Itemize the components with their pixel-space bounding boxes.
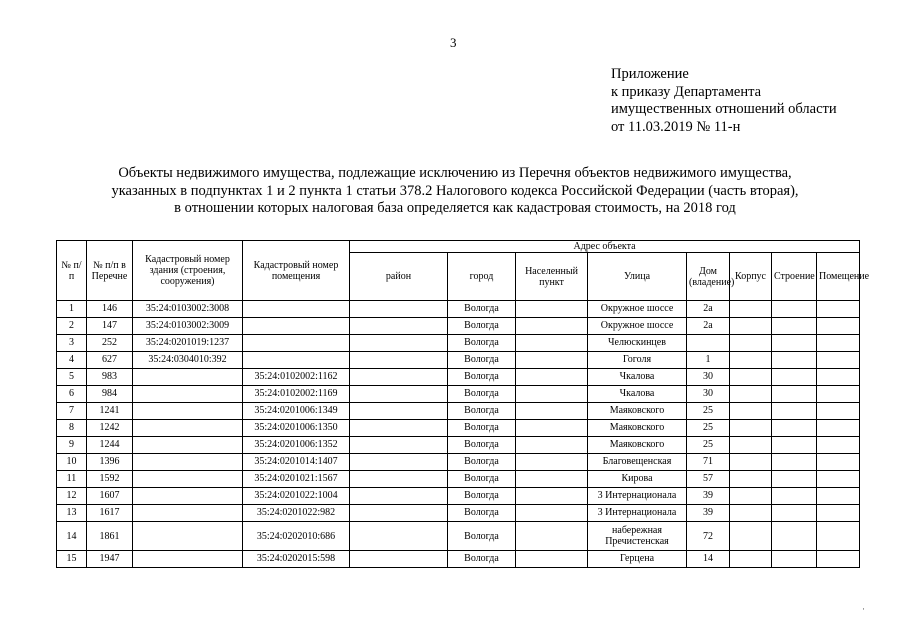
cell-city: Вологда bbox=[448, 369, 516, 386]
cell-street: Окружное шоссе bbox=[588, 318, 687, 335]
header-structure: Строение bbox=[772, 253, 817, 301]
cell-district bbox=[350, 522, 448, 551]
cell-house: 72 bbox=[687, 522, 730, 551]
cell-structure bbox=[772, 369, 817, 386]
cell-house: 14 bbox=[687, 551, 730, 568]
cell-district bbox=[350, 471, 448, 488]
cell-premises-cadastral bbox=[243, 318, 350, 335]
cell-house: 2а bbox=[687, 318, 730, 335]
cell-building-cadastral bbox=[133, 369, 243, 386]
cell-city: Вологда bbox=[448, 505, 516, 522]
cell-list-num: 627 bbox=[87, 352, 133, 369]
table-row bbox=[57, 420, 860, 437]
cell-settlement bbox=[516, 437, 588, 454]
cell-street: 3 Интернационала bbox=[588, 488, 687, 505]
cell-district bbox=[350, 488, 448, 505]
cell-room bbox=[817, 352, 860, 369]
header-num: № п/п bbox=[57, 241, 87, 301]
cell-num: 10 bbox=[57, 454, 87, 471]
cell-city: Вологда bbox=[448, 551, 516, 568]
cell-building-cadastral bbox=[133, 471, 243, 488]
header-building: Корпус bbox=[730, 253, 772, 301]
document-title bbox=[60, 165, 850, 218]
cell-room bbox=[817, 437, 860, 454]
cell-district bbox=[350, 301, 448, 318]
table-row bbox=[57, 551, 860, 568]
cell-structure bbox=[772, 488, 817, 505]
cell-city: Вологда bbox=[448, 471, 516, 488]
cell-settlement bbox=[516, 386, 588, 403]
cell-building-cadastral: 35:24:0103002:3009 bbox=[133, 318, 243, 335]
cell-district bbox=[350, 352, 448, 369]
cell-list-num: 1244 bbox=[87, 437, 133, 454]
cell-room bbox=[817, 335, 860, 352]
cell-building-cadastral: 35:24:0304010:392 bbox=[133, 352, 243, 369]
cell-premises-cadastral: 35:24:0102002:1169 bbox=[243, 386, 350, 403]
header-premises-cadastral: Кадастровый номер помещения bbox=[243, 241, 350, 301]
cell-list-num: 1617 bbox=[87, 505, 133, 522]
cell-building bbox=[730, 420, 772, 437]
cell-house: 1 bbox=[687, 352, 730, 369]
cell-district bbox=[350, 403, 448, 420]
cell-list-num: 252 bbox=[87, 335, 133, 352]
cell-num: 1 bbox=[57, 301, 87, 318]
cell-street: 3 Интернационала bbox=[588, 505, 687, 522]
header-district: район bbox=[350, 253, 448, 301]
title-line: Объекты недвижимого имущества, подлежащие исключению из Перечня объектов недвижимого имущества, bbox=[118, 165, 792, 181]
cell-building bbox=[730, 352, 772, 369]
cell-district bbox=[350, 505, 448, 522]
cell-room bbox=[817, 403, 860, 420]
cell-premises-cadastral: 35:24:0201014:1407 bbox=[243, 454, 350, 471]
cell-structure bbox=[772, 454, 817, 471]
cell-street: Маяковского bbox=[588, 420, 687, 437]
appendix-line: к приказу Департамента bbox=[611, 83, 762, 100]
cell-premises-cadastral: 35:24:0201021:1567 bbox=[243, 471, 350, 488]
cell-settlement bbox=[516, 505, 588, 522]
cell-premises-cadastral: 35:24:0202010:686 bbox=[243, 522, 350, 551]
cell-settlement bbox=[516, 301, 588, 318]
cell-building bbox=[730, 488, 772, 505]
header-settlement: Населенный пункт bbox=[516, 253, 588, 301]
table-row bbox=[57, 301, 860, 318]
cell-district bbox=[350, 386, 448, 403]
cell-num: 14 bbox=[57, 522, 87, 551]
cell-building-cadastral bbox=[133, 403, 243, 420]
cell-city: Вологда bbox=[448, 454, 516, 471]
cell-building-cadastral bbox=[133, 420, 243, 437]
cell-num: 7 bbox=[57, 403, 87, 420]
cell-list-num: 146 bbox=[87, 301, 133, 318]
cell-room bbox=[817, 420, 860, 437]
cell-street: Герцена bbox=[588, 551, 687, 568]
cell-room bbox=[817, 301, 860, 318]
cell-num: 15 bbox=[57, 551, 87, 568]
cell-district bbox=[350, 454, 448, 471]
cell-settlement bbox=[516, 403, 588, 420]
cell-list-num: 1592 bbox=[87, 471, 133, 488]
scan-dot-mark: · bbox=[862, 604, 865, 614]
appendix-line: Приложение bbox=[611, 66, 689, 82]
table-row bbox=[57, 318, 860, 335]
cell-house: 39 bbox=[687, 488, 730, 505]
cell-premises-cadastral: 35:24:0102002:1162 bbox=[243, 369, 350, 386]
cell-structure bbox=[772, 505, 817, 522]
cell-building bbox=[730, 454, 772, 471]
cell-district bbox=[350, 551, 448, 568]
cell-list-num: 147 bbox=[87, 318, 133, 335]
cell-premises-cadastral: 35:24:0201006:1352 bbox=[243, 437, 350, 454]
table-row bbox=[57, 403, 860, 420]
cell-num: 3 bbox=[57, 335, 87, 352]
cell-list-num: 1607 bbox=[87, 488, 133, 505]
cell-room bbox=[817, 318, 860, 335]
cell-city: Вологда bbox=[448, 420, 516, 437]
cell-building bbox=[730, 318, 772, 335]
cell-street: Челюскинцев bbox=[588, 335, 687, 352]
cell-city: Вологда bbox=[448, 437, 516, 454]
appendix-line: от 11.03.2019 № 11-н bbox=[611, 118, 741, 135]
cell-street: Гоголя bbox=[588, 352, 687, 369]
cell-building bbox=[730, 403, 772, 420]
cell-settlement bbox=[516, 471, 588, 488]
cell-city: Вологда bbox=[448, 386, 516, 403]
cell-building-cadastral: 35:24:0201019:1237 bbox=[133, 335, 243, 352]
cell-city: Вологда bbox=[448, 352, 516, 369]
title-line: указанных в подпунктах 1 и 2 пункта 1 статьи 378.2 Налогового кодекса Российской Федерации (часть вторая), bbox=[111, 182, 799, 199]
cell-street: Маяковского bbox=[588, 403, 687, 420]
cell-num: 9 bbox=[57, 437, 87, 454]
cell-room bbox=[817, 505, 860, 522]
cell-building bbox=[730, 471, 772, 488]
cell-building-cadastral bbox=[133, 505, 243, 522]
cell-street: набережная Пречистенская bbox=[588, 522, 687, 551]
cell-structure bbox=[772, 386, 817, 403]
cell-settlement bbox=[516, 488, 588, 505]
cell-building-cadastral bbox=[133, 386, 243, 403]
cell-structure bbox=[772, 551, 817, 568]
cell-premises-cadastral bbox=[243, 335, 350, 352]
table-row bbox=[57, 522, 860, 551]
cell-settlement bbox=[516, 522, 588, 551]
appendix-note bbox=[611, 66, 837, 136]
cell-structure bbox=[772, 352, 817, 369]
cell-premises-cadastral: 35:24:0201006:1350 bbox=[243, 420, 350, 437]
cell-room bbox=[817, 386, 860, 403]
cell-street: Чкалова bbox=[588, 386, 687, 403]
cell-house: 30 bbox=[687, 386, 730, 403]
cell-city: Вологда bbox=[448, 403, 516, 420]
cell-premises-cadastral: 35:24:0201022:1004 bbox=[243, 488, 350, 505]
cell-building bbox=[730, 437, 772, 454]
cell-house: 25 bbox=[687, 420, 730, 437]
cell-num: 2 bbox=[57, 318, 87, 335]
cell-structure bbox=[772, 471, 817, 488]
cell-structure bbox=[772, 522, 817, 551]
cell-list-num: 1242 bbox=[87, 420, 133, 437]
cell-city: Вологда bbox=[448, 318, 516, 335]
table-row bbox=[57, 352, 860, 369]
header-street: Улица bbox=[588, 253, 687, 301]
table-row bbox=[57, 454, 860, 471]
cell-structure bbox=[772, 420, 817, 437]
cell-room bbox=[817, 369, 860, 386]
cell-building bbox=[730, 386, 772, 403]
cell-list-num: 1396 bbox=[87, 454, 133, 471]
title-line: в отношении которых налоговая база определяется как кадастровая стоимость, на 2018 год bbox=[174, 200, 736, 216]
cell-building-cadastral bbox=[133, 551, 243, 568]
table-row bbox=[57, 369, 860, 386]
cell-house: 2а bbox=[687, 301, 730, 318]
cell-building bbox=[730, 301, 772, 318]
cell-list-num: 1947 bbox=[87, 551, 133, 568]
cell-settlement bbox=[516, 369, 588, 386]
header-address-group: Адрес объекта bbox=[350, 241, 860, 253]
cell-premises-cadastral: 35:24:0201022:982 bbox=[243, 505, 350, 522]
table-row bbox=[57, 505, 860, 522]
header-city: город bbox=[448, 253, 516, 301]
cell-building-cadastral: 35:24:0103002:3008 bbox=[133, 301, 243, 318]
cell-building-cadastral bbox=[133, 488, 243, 505]
cell-house: 25 bbox=[687, 437, 730, 454]
appendix-line: имущественных отношений области bbox=[611, 101, 837, 117]
cell-premises-cadastral bbox=[243, 352, 350, 369]
header-house: Дом (владение) bbox=[687, 253, 730, 301]
cell-house: 39 bbox=[687, 505, 730, 522]
cell-structure bbox=[772, 301, 817, 318]
cell-settlement bbox=[516, 420, 588, 437]
cell-district bbox=[350, 318, 448, 335]
cell-house: 57 bbox=[687, 471, 730, 488]
cell-city: Вологда bbox=[448, 301, 516, 318]
cell-premises-cadastral bbox=[243, 301, 350, 318]
cell-building bbox=[730, 369, 772, 386]
cell-settlement bbox=[516, 454, 588, 471]
table-row bbox=[57, 386, 860, 403]
cell-building bbox=[730, 335, 772, 352]
cell-room bbox=[817, 471, 860, 488]
cell-district bbox=[350, 437, 448, 454]
cell-structure bbox=[772, 335, 817, 352]
table-row bbox=[57, 437, 860, 454]
cell-city: Вологда bbox=[448, 488, 516, 505]
cell-num: 8 bbox=[57, 420, 87, 437]
header-list-num: № п/п в Перечне bbox=[87, 241, 133, 301]
cell-room bbox=[817, 488, 860, 505]
cell-building-cadastral bbox=[133, 454, 243, 471]
cell-premises-cadastral: 35:24:0202015:598 bbox=[243, 551, 350, 568]
cell-structure bbox=[772, 403, 817, 420]
cell-district bbox=[350, 420, 448, 437]
cell-street: Окружное шоссе bbox=[588, 301, 687, 318]
cell-house: 71 bbox=[687, 454, 730, 471]
cell-settlement bbox=[516, 551, 588, 568]
cell-building-cadastral bbox=[133, 522, 243, 551]
cell-street: Кирова bbox=[588, 471, 687, 488]
cell-building bbox=[730, 522, 772, 551]
cell-room bbox=[817, 551, 860, 568]
cell-street: Благовещенская bbox=[588, 454, 687, 471]
cell-district bbox=[350, 335, 448, 352]
cell-num: 12 bbox=[57, 488, 87, 505]
cell-settlement bbox=[516, 318, 588, 335]
cell-num: 13 bbox=[57, 505, 87, 522]
cell-list-num: 1241 bbox=[87, 403, 133, 420]
cell-list-num: 1861 bbox=[87, 522, 133, 551]
cell-premises-cadastral: 35:24:0201006:1349 bbox=[243, 403, 350, 420]
cell-building-cadastral bbox=[133, 437, 243, 454]
cell-house: 25 bbox=[687, 403, 730, 420]
cell-house bbox=[687, 335, 730, 352]
cell-list-num: 984 bbox=[87, 386, 133, 403]
cell-settlement bbox=[516, 352, 588, 369]
cell-num: 6 bbox=[57, 386, 87, 403]
cell-district bbox=[350, 369, 448, 386]
cell-building bbox=[730, 505, 772, 522]
cell-num: 5 bbox=[57, 369, 87, 386]
cell-room bbox=[817, 454, 860, 471]
cell-building bbox=[730, 551, 772, 568]
page-number: 3 bbox=[450, 35, 457, 50]
table-row bbox=[57, 335, 860, 352]
cell-house: 30 bbox=[687, 369, 730, 386]
cell-list-num: 983 bbox=[87, 369, 133, 386]
header-building-cadastral: Кадастровый номер здания (строения, сооружения) bbox=[133, 241, 243, 301]
cell-num: 4 bbox=[57, 352, 87, 369]
cell-structure bbox=[772, 318, 817, 335]
header-room: Помещение bbox=[817, 253, 860, 301]
cell-city: Вологда bbox=[448, 522, 516, 551]
cell-structure bbox=[772, 437, 817, 454]
table-row bbox=[57, 471, 860, 488]
table-row bbox=[57, 488, 860, 505]
cell-street: Чкалова bbox=[588, 369, 687, 386]
property-table bbox=[56, 240, 870, 568]
cell-settlement bbox=[516, 335, 588, 352]
cell-room bbox=[817, 522, 860, 551]
cell-num: 11 bbox=[57, 471, 87, 488]
cell-city: Вологда bbox=[448, 335, 516, 352]
cell-street: Маяковского bbox=[588, 437, 687, 454]
